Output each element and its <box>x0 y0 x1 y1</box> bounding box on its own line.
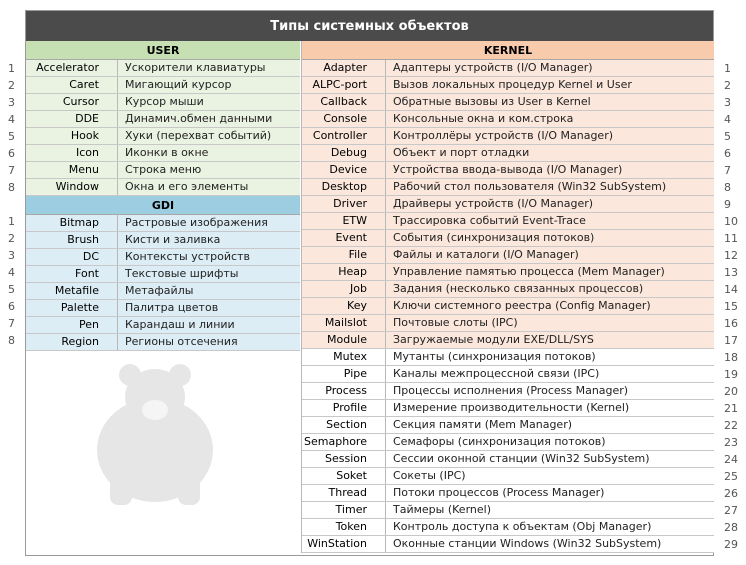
gdi-object-name: Brush <box>26 232 118 248</box>
kernel-object-name: ALPC-port <box>302 77 386 93</box>
kernel-object-description: Объект и порт отладки <box>393 146 530 159</box>
row-number: 29 <box>724 538 738 551</box>
table-row <box>302 502 714 519</box>
kernel-object-description: Контроллёры устройств (I/O Manager) <box>393 129 614 142</box>
row-number: 1 <box>8 215 15 228</box>
kernel-object-description: События (синхронизация потоков) <box>393 231 595 244</box>
row-number: 13 <box>724 266 738 279</box>
user-object-description: Динамич.обмен данными <box>125 112 273 125</box>
row-number: 5 <box>724 130 731 143</box>
kernel-object-description: Мутанты (синхронизация потоков) <box>393 350 596 363</box>
table-row <box>302 77 714 94</box>
table-row <box>302 111 714 128</box>
gdi-object-description: Метафайлы <box>125 284 194 297</box>
gdi-object-name: DC <box>26 249 118 265</box>
kernel-row-numbers <box>724 60 738 553</box>
table-row <box>302 315 714 332</box>
kernel-header: KERNEL <box>302 41 714 60</box>
table-row <box>302 451 714 468</box>
kernel-object-name: Debug <box>302 145 386 161</box>
user-object-description: Строка меню <box>125 163 202 176</box>
table-row <box>26 128 300 145</box>
row-number: 12 <box>724 249 738 262</box>
row-number: 8 <box>8 181 15 194</box>
kernel-object-description: Обратные вызовы из User в Kernel <box>393 95 591 108</box>
user-gdi-row-numbers <box>8 60 15 349</box>
user-object-description: Иконки в окне <box>125 146 209 159</box>
gdi-object-name: Bitmap <box>26 215 118 231</box>
row-number: 7 <box>8 317 15 330</box>
kernel-object-description: Файлы и каталоги (I/O Manager) <box>393 248 579 261</box>
kernel-object-description: Драйверы устройств (I/O Manager) <box>393 197 594 210</box>
row-number: 6 <box>8 147 15 160</box>
table-row <box>302 417 714 434</box>
kernel-object-name: Thread <box>302 485 386 501</box>
table-row <box>26 249 300 266</box>
kernel-object-description: Процессы исполнения (Process Manager) <box>393 384 629 397</box>
gdi-object-name: Palette <box>26 300 118 316</box>
row-number: 3 <box>724 96 731 109</box>
kernel-object-name: ETW <box>302 213 386 229</box>
table-row <box>302 366 714 383</box>
kernel-object-name: Pipe <box>302 366 386 382</box>
kernel-column <box>301 41 714 553</box>
table-row <box>302 230 714 247</box>
row-number: 5 <box>8 283 15 296</box>
user-object-description: Ускорители клавиатуры <box>125 61 266 74</box>
kernel-object-description: Управление памятью процесса (Mem Manager) <box>393 265 665 278</box>
user-object-name: Hook <box>26 128 118 144</box>
row-number: 1 <box>8 62 15 75</box>
kernel-object-description: Вызов локальных процедур Kernel и User <box>393 78 632 91</box>
table-row <box>302 281 714 298</box>
table-row <box>26 179 300 196</box>
table-row <box>26 60 300 77</box>
row-number: 9 <box>724 198 731 211</box>
table-row <box>302 332 714 349</box>
row-number: 17 <box>724 334 738 347</box>
kernel-object-description: Каналы межпроцессной связи (IPC) <box>393 367 600 380</box>
table-row <box>26 232 300 249</box>
row-number: 7 <box>724 164 731 177</box>
table-row <box>302 60 714 77</box>
row-number: 8 <box>8 334 15 347</box>
kernel-object-description: Контроль доступа к объектам (Obj Manager) <box>393 520 652 533</box>
table-row <box>26 77 300 94</box>
user-object-description: Окна и его элементы <box>125 180 249 193</box>
row-number: 2 <box>8 232 15 245</box>
row-number: 3 <box>8 249 15 262</box>
table-row <box>302 94 714 111</box>
table-row <box>302 247 714 264</box>
user-object-name: Menu <box>26 162 118 178</box>
gdi-object-name: Region <box>26 334 118 350</box>
user-object-name: Icon <box>26 145 118 161</box>
row-number: 4 <box>8 113 15 126</box>
table-row <box>302 468 714 485</box>
row-number: 26 <box>724 487 738 500</box>
row-number: 7 <box>8 164 15 177</box>
row-number: 14 <box>724 283 738 296</box>
row-number: 2 <box>724 79 731 92</box>
bear-icon <box>80 355 230 505</box>
table-row <box>302 264 714 281</box>
gdi-object-description: Карандаш и линии <box>125 318 235 331</box>
table-row <box>302 400 714 417</box>
row-number: 21 <box>724 402 738 415</box>
kernel-object-name: Job <box>302 281 386 297</box>
kernel-object-description: Адаптеры устройств (I/O Manager) <box>393 61 593 74</box>
row-number: 18 <box>724 351 738 364</box>
kernel-object-name: Desktop <box>302 179 386 195</box>
kernel-object-description: Семафоры (синхронизация потоков) <box>393 435 606 448</box>
table-row <box>302 196 714 213</box>
user-object-description: Мигающий курсор <box>125 78 232 91</box>
gdi-object-description: Контексты устройств <box>125 250 250 263</box>
row-number: 6 <box>724 147 731 160</box>
row-number: 19 <box>724 368 738 381</box>
row-number: 23 <box>724 436 738 449</box>
gdi-object-description: Регионы отсечения <box>125 335 238 348</box>
table-row <box>26 283 300 300</box>
table-row <box>26 266 300 283</box>
gdi-object-name: Metafile <box>26 283 118 299</box>
kernel-object-description: Трассировка событий Event-Trace <box>393 214 586 227</box>
table-row <box>302 536 714 553</box>
gdi-object-description: Кисти и заливка <box>125 233 221 246</box>
kernel-object-name: Event <box>302 230 386 246</box>
user-object-name: Cursor <box>26 94 118 110</box>
kernel-object-name: Process <box>302 383 386 399</box>
table-row <box>302 434 714 451</box>
table-row <box>302 519 714 536</box>
gdi-object-name: Pen <box>26 317 118 333</box>
kernel-object-name: Soket <box>302 468 386 484</box>
row-number: 11 <box>724 232 738 245</box>
kernel-object-description: Задания (несколько связанных процессов) <box>393 282 644 295</box>
kernel-object-name: Session <box>302 451 386 467</box>
row-number: 22 <box>724 419 738 432</box>
kernel-object-description: Измерение производительности (Kernel) <box>393 401 630 414</box>
table-row <box>26 145 300 162</box>
kernel-object-description: Секция памяти (Mem Manager) <box>393 418 573 431</box>
kernel-object-name: Semaphore <box>302 434 386 450</box>
user-object-description: Курсор мыши <box>125 95 204 108</box>
kernel-object-name: Driver <box>302 196 386 212</box>
kernel-object-description: Таймеры (Kernel) <box>393 503 491 516</box>
kernel-object-description: Ключи системного реестра (Config Manager) <box>393 299 651 312</box>
table-row <box>26 111 300 128</box>
page-title: Типы системных объектов <box>26 11 713 41</box>
row-number: 10 <box>724 215 738 228</box>
table-row <box>26 300 300 317</box>
row-number: 20 <box>724 385 738 398</box>
row-number: 1 <box>724 62 731 75</box>
row-number: 25 <box>724 470 738 483</box>
kernel-object-description: Консольные окна и ком.строка <box>393 112 574 125</box>
row-number: 2 <box>8 79 15 92</box>
gdi-object-description: Палитра цветов <box>125 301 219 314</box>
kernel-object-description: Почтовые слоты (IPC) <box>393 316 518 329</box>
user-header: USER <box>26 41 300 60</box>
table-row <box>302 485 714 502</box>
kernel-object-name: Controller <box>302 128 386 144</box>
gdi-object-description: Растровые изображения <box>125 216 268 229</box>
row-number: 8 <box>724 181 731 194</box>
table-row <box>26 162 300 179</box>
kernel-object-description: Загружаемые модули EXE/DLL/SYS <box>393 333 594 346</box>
table-row <box>26 94 300 111</box>
row-number: 5 <box>8 130 15 143</box>
row-number: 6 <box>8 300 15 313</box>
kernel-object-description: Сокеты (IPC) <box>393 469 466 482</box>
table-row <box>302 298 714 315</box>
row-number: 27 <box>724 504 738 517</box>
row-number <box>8 196 15 213</box>
row-number: 4 <box>8 266 15 279</box>
user-gdi-column <box>26 41 300 351</box>
gdi-object-description: Текстовые шрифты <box>125 267 239 280</box>
kernel-object-description: Потоки процессов (Process Manager) <box>393 486 605 499</box>
kernel-object-name: Adapter <box>302 60 386 76</box>
gdi-header: GDI <box>26 196 300 215</box>
user-table <box>26 60 300 196</box>
kernel-object-name: Section <box>302 417 386 433</box>
kernel-object-name: Profile <box>302 400 386 416</box>
kernel-object-name: Timer <box>302 502 386 518</box>
kernel-table <box>302 60 714 553</box>
kernel-object-name: Device <box>302 162 386 178</box>
kernel-object-name: Mailslot <box>302 315 386 331</box>
row-number: 28 <box>724 521 738 534</box>
table-row <box>302 145 714 162</box>
kernel-object-name: Console <box>302 111 386 127</box>
kernel-object-description: Рабочий стол пользователя (Win32 SubSystem) <box>393 180 667 193</box>
user-object-name: DDE <box>26 111 118 127</box>
table-row <box>26 317 300 334</box>
kernel-object-name: Token <box>302 519 386 535</box>
table-row <box>302 213 714 230</box>
table-row <box>302 179 714 196</box>
row-number: 15 <box>724 300 738 313</box>
user-object-name: Caret <box>26 77 118 93</box>
kernel-object-description: Устройства ввода-вывода (I/O Manager) <box>393 163 623 176</box>
table-row <box>302 128 714 145</box>
row-number: 3 <box>8 96 15 109</box>
user-object-name: Accelerator <box>26 60 118 76</box>
kernel-object-name: Module <box>302 332 386 348</box>
table-row <box>302 383 714 400</box>
gdi-object-name: Font <box>26 266 118 282</box>
table-row <box>302 162 714 179</box>
kernel-object-name: File <box>302 247 386 263</box>
gdi-table <box>26 215 300 351</box>
kernel-object-name: Mutex <box>302 349 386 365</box>
table-row <box>26 215 300 232</box>
kernel-object-description: Оконные станции Windows (Win32 SubSystem) <box>393 537 662 550</box>
row-number: 4 <box>724 113 731 126</box>
table-row <box>26 334 300 351</box>
kernel-object-name: Heap <box>302 264 386 280</box>
row-number: 24 <box>724 453 738 466</box>
kernel-object-name: Callback <box>302 94 386 110</box>
kernel-object-name: Key <box>302 298 386 314</box>
kernel-object-name: WinStation <box>302 536 386 552</box>
table-row <box>302 349 714 366</box>
user-object-name: Window <box>26 179 118 195</box>
user-object-description: Хуки (перехват событий) <box>125 129 272 142</box>
kernel-object-description: Сессии оконной станции (Win32 SubSystem) <box>393 452 650 465</box>
row-number: 16 <box>724 317 738 330</box>
